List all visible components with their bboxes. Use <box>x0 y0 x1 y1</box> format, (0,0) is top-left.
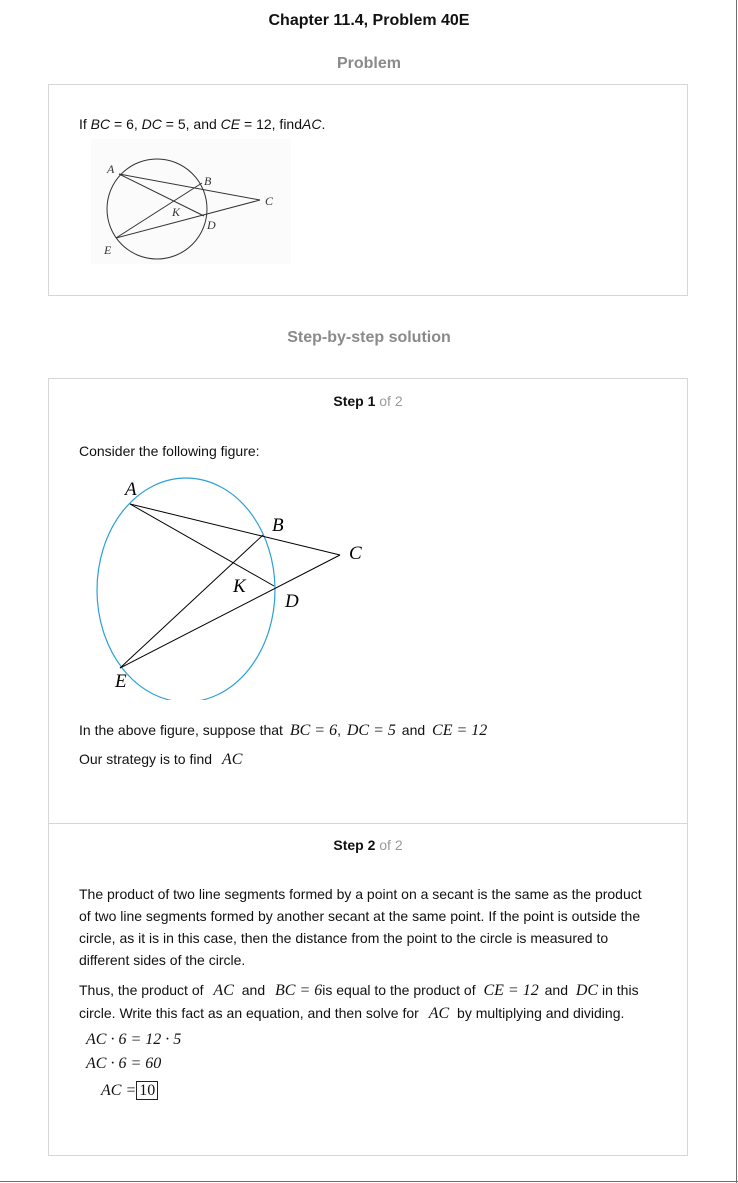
step1-label-d: D <box>285 591 299 612</box>
problem-label-k: K <box>172 205 181 219</box>
problem-heading: Problem <box>336 55 401 72</box>
step1-label-e: E <box>115 671 127 692</box>
problem-label-b: B <box>204 174 212 188</box>
problem-statement: If BC = 6, DC = 5, and CE = 12, findAC. <box>79 116 326 132</box>
step1-label-a: A <box>125 479 137 500</box>
step2-thus-line2: circle. Write this fact as an equation, and then solve for AC by multiplying and dividing. <box>79 1005 625 1022</box>
equation-3: AC = 10 <box>101 1081 158 1101</box>
step1-figure <box>89 475 389 700</box>
problem-label-a: A <box>107 162 115 176</box>
step2-paragraph: The product of two line segments formed by a point on a secant is the same as the product of two line segments formed by another secant at the same point. If the point is outside the circle, as it is in this case, then the distance from the point to the circle is measured to different sides of the circle. <box>79 886 642 968</box>
step1-line-eb <box>120 535 263 668</box>
problem-label-c: C <box>265 194 274 208</box>
equation-1: AC · 6 = 12 · 5 <box>86 1031 182 1048</box>
step2-thus-line1: Thus, the product of AC and BC = 6is equal to the product of CE = 12 and DC in this <box>79 982 639 999</box>
solution-box <box>48 378 688 1156</box>
step-divider <box>49 823 687 824</box>
step1-given: In the above figure, suppose that BC = 6, DC = 5 and CE = 12 <box>79 722 488 739</box>
step1-label-b: B <box>272 515 284 536</box>
step1-strategy: Our strategy is to find AC <box>79 751 243 768</box>
step1-label-k: K <box>233 576 246 597</box>
equation-2: AC · 6 = 60 <box>86 1055 162 1072</box>
step1-line-ac <box>130 504 340 555</box>
step2-header: Step 2 of 2 <box>333 837 403 853</box>
page-right-border <box>736 0 737 1183</box>
problem-label-e: E <box>104 243 112 257</box>
problem-box <box>48 84 688 296</box>
step1-label-c: C <box>349 543 362 564</box>
problem-figure <box>91 139 291 264</box>
step1-circle <box>97 478 275 700</box>
problem-label-d: D <box>207 218 216 232</box>
page-title: Chapter 11.4, Problem 40E <box>268 12 470 29</box>
page-bottom-border <box>0 1181 738 1182</box>
step1-intro: Consider the following figure: <box>79 443 260 459</box>
step1-line-ec <box>120 555 340 668</box>
step1-header: Step 1 of 2 <box>333 393 403 409</box>
solution-heading: Step-by-step solution <box>287 329 451 346</box>
answer-box: 10 <box>136 1081 158 1100</box>
